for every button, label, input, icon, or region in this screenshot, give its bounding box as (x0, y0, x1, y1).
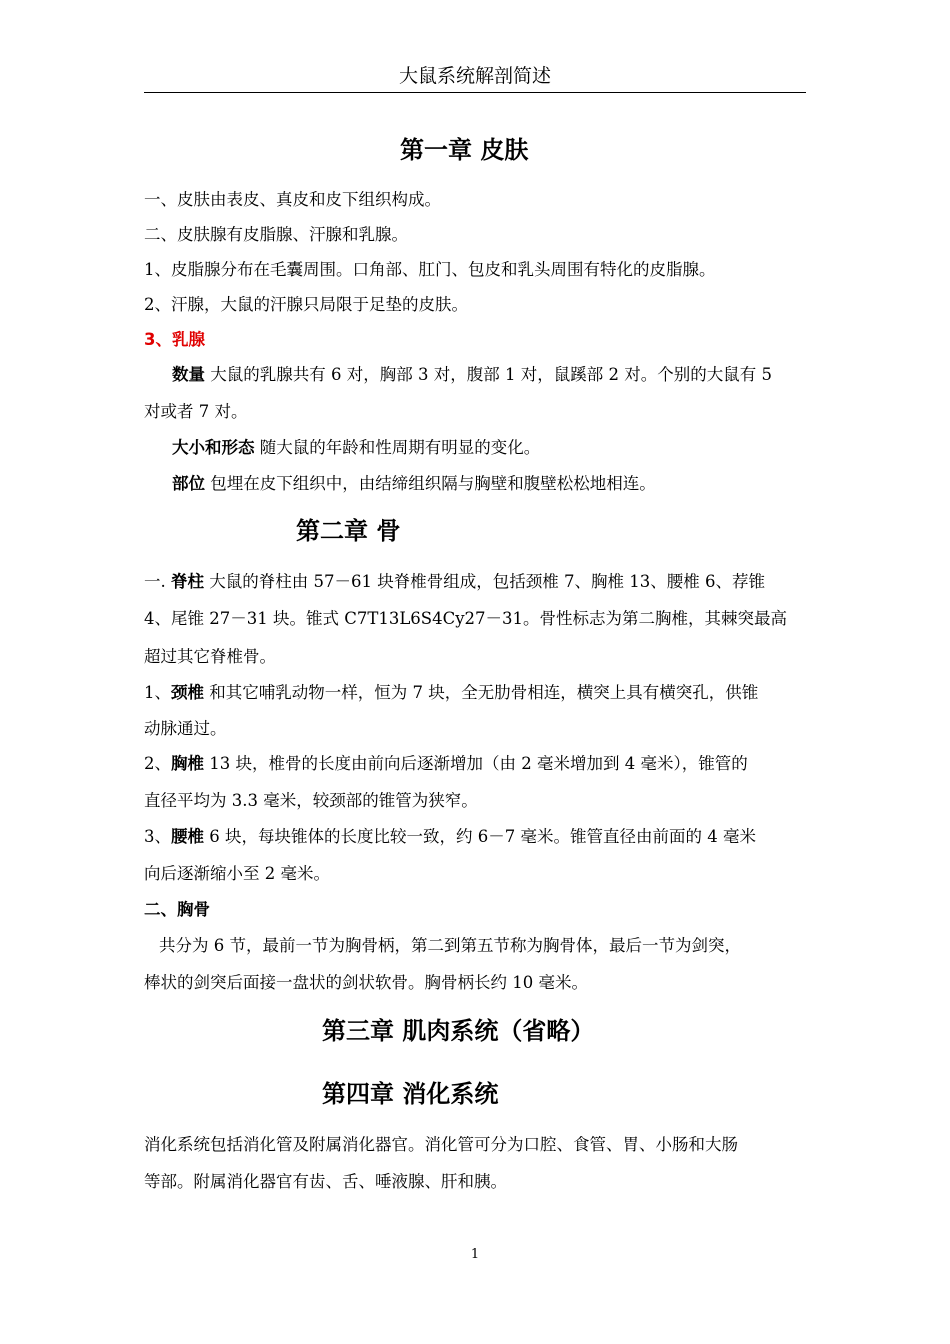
paragraph: 大小和形态 随大鼠的年龄和性周期有明显的变化。 (172, 438, 541, 457)
term-label: 颈椎 (171, 683, 204, 702)
term-label: 数量 (172, 365, 205, 384)
page-header: 大鼠系统解剖简述 (398, 65, 551, 87)
paragraph: 消化系统包括消化管及附属消化器官。消化管可分为口腔、食管、胃、小肠和大肠 (144, 1135, 738, 1154)
paragraph: 2、胸椎 13 块，椎骨的长度由前向后逐渐增加（由 2 毫米增加到 4 毫米），锥管的 (144, 754, 748, 773)
paragraph: 直径平均为 3.3 毫米，较颈部的锥管为狭窄。 (144, 791, 478, 810)
chapter-3-title: 第三章 肌肉系统（省略） (322, 1017, 595, 1045)
sternum-heading: 二、胸骨 (144, 900, 210, 919)
paragraph: 棒状的剑突后面接一盘状的剑状软骨。胸骨柄长约 10 毫米。 (144, 973, 588, 992)
mammary-heading: 3、乳腺 (144, 330, 205, 349)
paragraph: 2、汗腺，大鼠的汗腺只局限于足垫的皮肤。 (144, 295, 468, 314)
chapter-1-title: 第一章 皮肤 (400, 136, 529, 164)
paragraph: 等部。附属消化器官有齿、舌、唾液腺、肝和胰。 (144, 1172, 507, 1191)
term-label: 大小和形态 (172, 438, 255, 457)
chapter-4-title: 第四章 消化系统 (322, 1080, 499, 1108)
paragraph: 3、腰椎 6 块，每块锥体的长度比较一致，约 6－7 毫米。锥管直径由前面的 4 毫米 (144, 827, 756, 846)
term-label: 胸椎 (171, 754, 204, 773)
term-label: 腰椎 (171, 827, 204, 846)
paragraph: 超过其它脊椎骨。 (144, 647, 276, 666)
term-label: 脊柱 (171, 572, 204, 591)
paragraph: 二、皮肤腺有皮脂腺、汗腺和乳腺。 (144, 225, 408, 244)
chapter-2-title: 第二章 骨 (296, 517, 401, 545)
paragraph: 1、皮脂腺分布在毛囊周围。口角部、肛门、包皮和乳头周围有特化的皮脂腺。 (144, 260, 716, 279)
page-number: 1 (470, 1247, 480, 1262)
paragraph: 共分为 6 节，最前一节为胸骨柄，第二到第五节称为胸骨体，最后一节为剑突， (159, 936, 741, 955)
term-label: 部位 (172, 474, 205, 493)
paragraph: 数量 大鼠的乳腺共有 6 对，胸部 3 对，腹部 1 对，鼠蹊部 2 对。个别的大鼠有 5 (172, 365, 772, 384)
paragraph: 动脉通过。 (144, 719, 227, 738)
paragraph: 一、皮肤由表皮、真皮和皮下组织构成。 (144, 190, 441, 209)
paragraph: 1、颈椎 和其它哺乳动物一样，恒为 7 块，全无肋骨相连，横突上具有横突孔，供锥 (144, 683, 759, 702)
paragraph: 一. 脊柱 大鼠的脊柱由 57－61 块脊椎骨组成，包括颈椎 7、胸椎 13、腰椎 6、荐锥 (144, 572, 765, 591)
paragraph: 向后逐渐缩小至 2 毫米。 (144, 864, 330, 883)
paragraph: 对或者 7 对。 (144, 402, 248, 421)
paragraph: 4、尾锥 27－31 块。锥式 C7T13L6S4Cy27－31。骨性标志为第二胸椎，其棘突最高 (144, 609, 788, 628)
header-rule (144, 92, 806, 93)
paragraph: 部位 包埋在皮下组织中，由结缔组织隔与胸壁和腹壁松松地相连。 (172, 474, 656, 493)
